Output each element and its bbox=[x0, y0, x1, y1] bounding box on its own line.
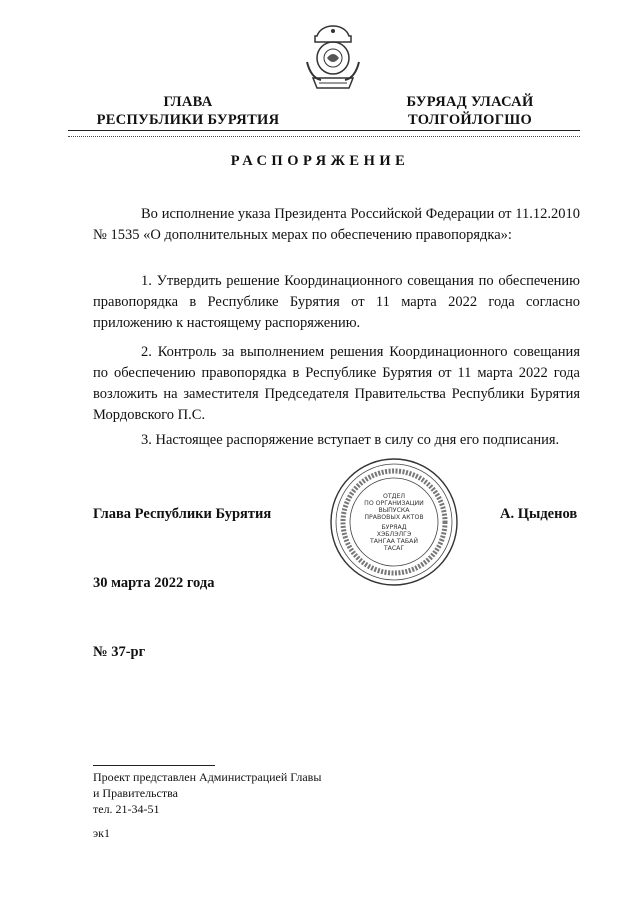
header-divider bbox=[68, 130, 580, 131]
footer-line-1: Проект представлен Администрацией Главы bbox=[93, 770, 322, 784]
issuer-bua-line1: БУРЯАД УЛАСАЙ bbox=[406, 94, 534, 110]
seal-line-8: ТАСАГ bbox=[383, 545, 405, 552]
footer-phone: тел. 21-34-51 bbox=[93, 802, 160, 816]
footer-code: эк1 bbox=[93, 826, 110, 840]
item-1-paragraph: 1. Утвердить решение Координационного совещания по обеспечению правопорядка в Республике Бурятия от 11 марта 2022 года согласно приложению к настоящему распоряжению. bbox=[93, 273, 580, 331]
seal-line-5: БУРЯАД bbox=[381, 524, 407, 531]
footer-divider bbox=[93, 765, 215, 766]
document-date: 30 марта 2022 года bbox=[93, 575, 215, 591]
footer-note bbox=[93, 769, 321, 817]
document-title: РАСПОРЯЖЕНИЕ bbox=[230, 153, 410, 169]
intro-paragraph: Во исполнение указа Президента Российской Федерации от 11.12.2010 № 1535 «О дополнительных мерах по обеспечению правопорядка»: bbox=[93, 206, 580, 243]
seal-line-4: ПРАВОВЫХ АКТОВ bbox=[364, 514, 424, 521]
coat-of-arms-icon bbox=[301, 22, 365, 92]
document-number: № 37-рг bbox=[93, 644, 146, 660]
signatory-name: А. Цыденов bbox=[500, 506, 578, 522]
seal-line-7: ТАНГАА ТАБАЙ bbox=[370, 538, 418, 545]
issuer-bua bbox=[385, 93, 555, 129]
issuer-ru bbox=[78, 93, 298, 129]
seal-line-3: ВЫПУСКА bbox=[378, 507, 410, 514]
footer-line-2: и Правительства bbox=[93, 786, 178, 800]
seal-line-2: ПО ОРГАНИЗАЦИИ bbox=[364, 500, 424, 507]
item-2-paragraph: 2. Контроль за выполнением решения Координационного совещания по обеспечению правопорядка в Республике Бурятия от 11 марта 2022 года возложить на заместителя Председателя Правительства Республики Бурятия Мордовского П.С. bbox=[93, 344, 580, 423]
official-stamp-icon bbox=[328, 456, 460, 588]
issuer-bua-line2: ТОЛГОЙЛОГШО bbox=[407, 112, 533, 128]
issuer-ru-line2: РЕСПУБЛИКИ БУРЯТИЯ bbox=[96, 112, 280, 128]
seal-line-6: ХЭБЛЭЛГЭ bbox=[376, 531, 412, 538]
header-divider-dotted bbox=[68, 136, 580, 137]
seal-line-1: ОТДЕЛ bbox=[382, 493, 406, 500]
signatory-position: Глава Республики Бурятия bbox=[93, 506, 272, 522]
item-3-paragraph: 3. Настоящее распоряжение вступает в силу со дня его подписания. bbox=[141, 432, 560, 448]
issuer-ru-line1: ГЛАВА bbox=[163, 94, 213, 110]
